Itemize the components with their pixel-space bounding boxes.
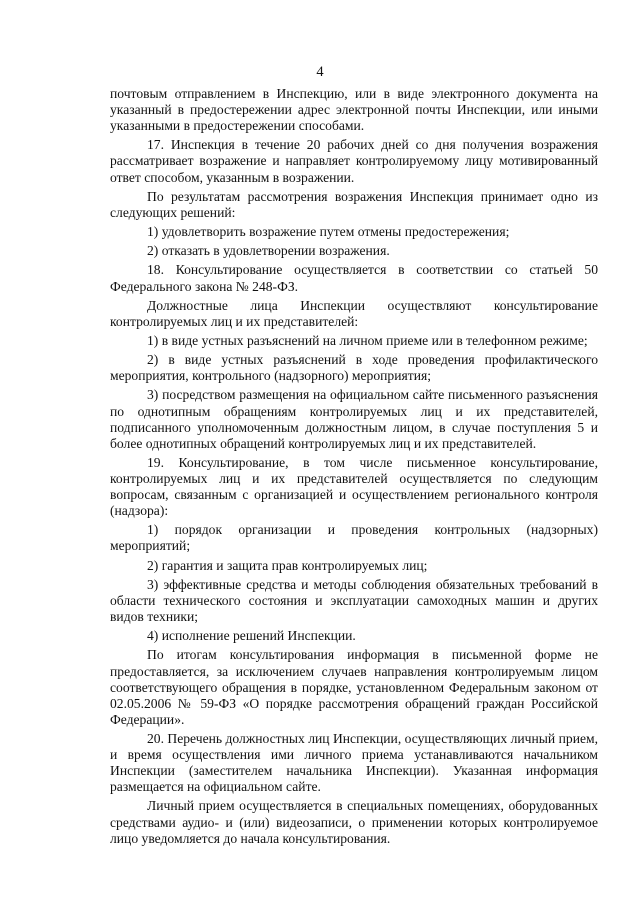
list-item: 1) в виде устных разъяснений на личном приеме или в телефонном режиме; — [147, 332, 588, 348]
list-item: 1) удовлетворить возражение путем отмены предостережения; — [147, 224, 510, 240]
list-item: 2) в виде устных разъяснений в ходе проведения профилактического мероприятия, контрольного (надзорного) мероприятия; — [110, 352, 598, 384]
list-item: 2) гарантия и защита прав контролируемых лиц; — [147, 557, 428, 573]
list-item: 2) отказать в удовлетворении возражения. — [147, 243, 390, 259]
paragraph-item-20: 20. Перечень должностных лиц Инспекции, осуществляющих личный прием, и время осуществления ими личного приема устанавливаются начальником Инспекции (заместителем начальника Инспекции). Указанная информация размещается на официальном сайте. — [110, 730, 598, 795]
list-item: 4) исполнение решений Инспекции. — [147, 628, 356, 644]
document-body — [110, 86, 598, 850]
paragraph-item-17: 17. Инспекция в течение 20 рабочих дней со дня получения возражения рассматривает возражение и направляет контролируемому лицу мотивированный ответ способом, указанным в возражении. — [110, 137, 598, 185]
list-item: 3) посредством размещения на официальном сайте письменного разъяснения по однотипным обращениям контролируемых лиц и их представителей, подписанного уполномоченным должностным лицом, в случае поступления 5 и более однотипных обращений контролируемых лиц и их представителей. — [110, 387, 598, 451]
paragraph: Должностные лица Инспекции осуществляют консультирование контролируемых лиц и их представителей: — [110, 297, 598, 329]
paragraph: По результатам рассмотрения возражения Инспекция принимает одно из следующих решений: — [110, 188, 598, 220]
list-item: 1) порядок организации и проведения контрольных (надзорных) мероприятий; — [110, 522, 598, 554]
paragraph: По итогам консультирования информация в письменной форме не предоставляется, за исключением случаев направления контролируемым лицом соответствующего обращения в порядке, установленном Федеральным законом от 02.05.2006 № 59-ФЗ «О порядке рассмотрения обращений граждан Российской Федерации». — [110, 647, 598, 727]
paragraph-item-18: 18. Консультирование осуществляется в соответствии со статьей 50 Федерального закона № 248-ФЗ. — [110, 262, 598, 294]
page-number: 4 — [316, 64, 324, 80]
paragraph-continuation: почтовым отправлением в Инспекцию, или в виде электронного документа на указанный в предостережении адрес электронной почты Инспекции, или иными указанными в предостережении способами. — [110, 86, 598, 134]
list-item: 3) эффективные средства и методы соблюдения обязательных требований в области технического состояния и эксплуатации самоходных машин и других видов техники; — [110, 576, 598, 625]
paragraph-item-19: 19. Консультирование, в том числе письменное консультирование, контролируемых лиц и их представителей осуществляется по следующим вопросам, связанным с организацией и осуществлением регионального контроля (надзора): — [110, 454, 598, 519]
paragraph: Личный прием осуществляется в специальных помещениях, оборудованных средствами аудио- и (или) видеозаписи, о применении которых контролируемое лицо уведомляется до начала консультирования. — [110, 798, 598, 846]
